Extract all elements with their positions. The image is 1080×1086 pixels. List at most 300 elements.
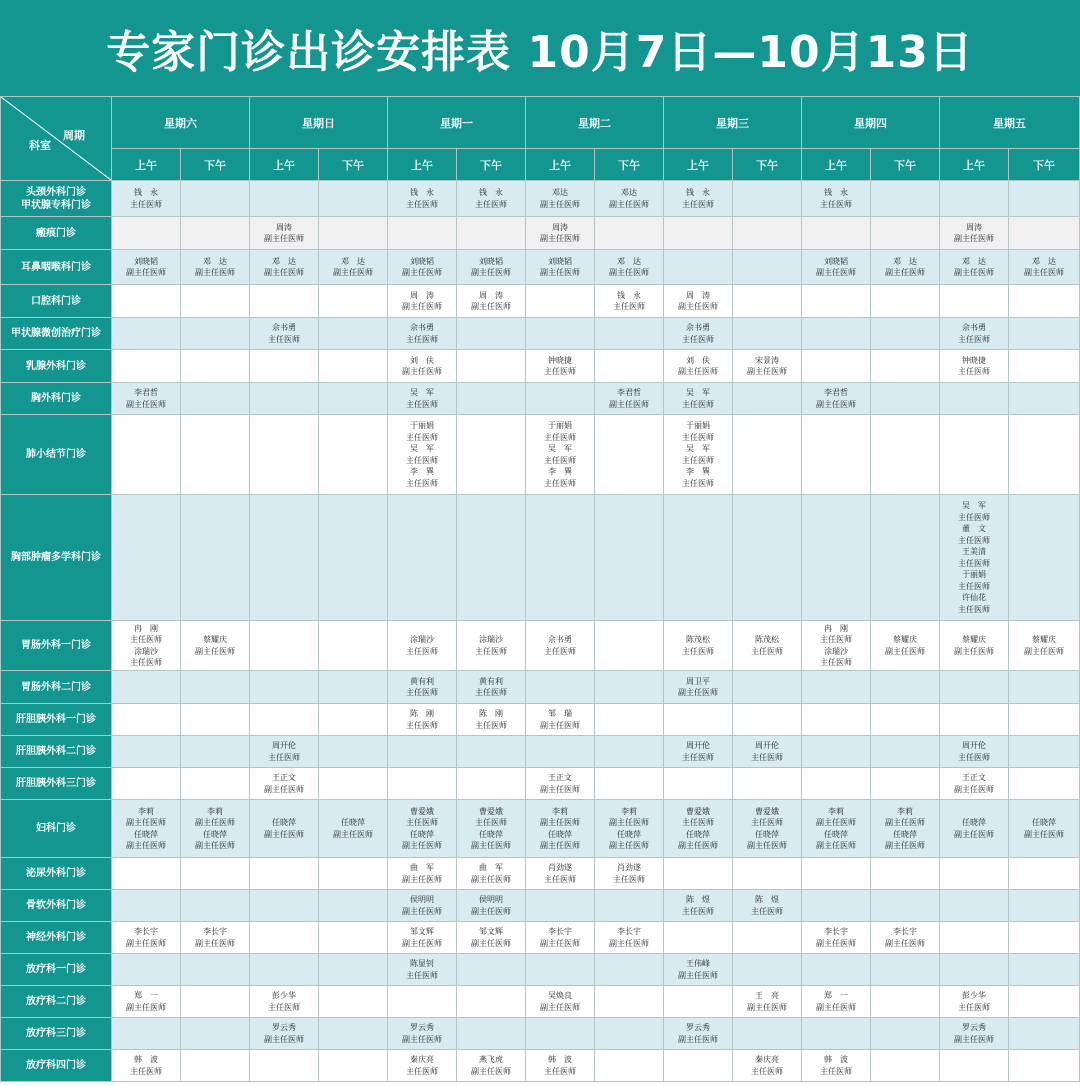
doctor-name: 冉 刚 [134,623,158,633]
doctor-name: 任晓萍 [134,829,158,839]
doctor-title: 副主任医师 [678,970,718,980]
doctor-name: 吴 军 [548,444,572,453]
schedule-cell [388,671,457,704]
doctor-name: 曹爱娥 [479,806,503,816]
doctor-name: 钟晓捷 [962,355,986,365]
doctor-name: 吴 军 [686,444,710,453]
schedule-cell [871,671,940,704]
doctor-name: 于丽娟 [410,421,434,430]
schedule-cell [457,922,526,954]
doctor-title: 副主任医师 [402,874,442,884]
schedule-cell [802,350,871,383]
schedule-cell [319,986,388,1018]
schedule-cell [664,415,733,495]
schedule-cell [526,704,595,736]
schedule-cell [526,858,595,890]
doctor-title: 副主任医师 [195,646,235,656]
doctor-name: 任晓萍 [617,829,641,839]
doctor-title: 副主任医师 [678,302,718,311]
schedule-cell [388,890,457,922]
doctor-name: 钱 永 [410,188,434,197]
doctor-title: 副主任医师 [402,906,442,916]
doctor-title: 副主任医师 [333,829,373,839]
half-header-am: 上午 [664,149,733,181]
schedule-cell [664,383,733,415]
schedule-cell [595,890,664,922]
doctor-name: 王正文 [272,773,296,782]
schedule-cell [802,181,871,217]
dept-name: 放疗科三门诊 [26,1028,86,1039]
schedule-cell [319,250,388,285]
schedule-cell [733,350,802,383]
schedule-cell [940,671,1009,704]
dept-name: 肝胆胰外科二门诊 [16,746,96,757]
schedule-cell [871,800,940,858]
schedule-cell [250,415,319,495]
doctor-name: 佘书勇 [272,323,296,332]
schedule-cell [388,383,457,415]
doctor-name: 涂瑞沙 [134,646,158,656]
schedule-cell [250,285,319,318]
day-header: 星期日 [250,97,388,149]
schedule-cell [1009,250,1080,285]
doctor-title: 副主任医师 [471,874,511,884]
half-header-pm: 下午 [595,149,664,181]
dept-cell [1,415,112,495]
doctor-title: 副主任医师 [678,841,718,850]
table-row [1,954,1080,986]
schedule-cell [733,954,802,986]
schedule-cell [181,285,250,318]
schedule-cell [388,350,457,383]
schedule-cell [319,1050,388,1082]
doctor-title: 副主任医师 [1024,646,1064,656]
schedule-cell [871,350,940,383]
schedule-cell [871,415,940,495]
schedule-cell [802,986,871,1018]
dept-name: 胸部肿瘤多学科门诊 [11,552,101,563]
dept-name: 妇科门诊 [36,823,76,834]
doctor-name: 佘书勇 [686,323,710,332]
schedule-cell [871,285,940,318]
doctor-title: 主任医师 [544,874,576,884]
schedule-cell [319,858,388,890]
doctor-name: 陈 刚 [410,709,434,718]
doctor-title: 副主任医师 [885,938,925,948]
schedule-cell [388,285,457,318]
table-row [1,736,1080,768]
doctor-name: 韩 波 [824,1055,848,1064]
schedule-cell [871,954,940,986]
doctor-title: 副主任医师 [126,818,166,827]
doctor-name: 周涛 [966,222,982,232]
doctor-title: 主任医师 [475,818,507,827]
doctor-name: 李长宇 [893,927,917,936]
schedule-cell [802,217,871,250]
table-row [1,922,1080,954]
schedule-cell [250,671,319,704]
schedule-cell [526,800,595,858]
schedule-cell [940,415,1009,495]
doctor-title: 副主任医师 [126,399,166,409]
schedule-cell [526,890,595,922]
doctor-title: 副主任医师 [609,268,649,277]
schedule-cell [940,285,1009,318]
table-row [1,800,1080,858]
doctor-name: 钱 永 [479,188,503,197]
schedule-cell [1009,890,1080,922]
table-row [1,858,1080,890]
doctor-title: 副主任医师 [195,268,235,277]
schedule-cell [457,671,526,704]
schedule-cell [940,1018,1009,1050]
half-header-pm: 下午 [181,149,250,181]
doctor-name: 曹爱娥 [755,806,779,816]
schedule-cell [250,736,319,768]
doctor-name: 肖劲遂 [617,863,641,872]
schedule-cell [526,736,595,768]
schedule-cell [526,1050,595,1082]
schedule-cell [526,383,595,415]
table-row [1,181,1080,217]
schedule-cell [319,285,388,318]
half-header-pm: 下午 [1009,149,1080,181]
schedule-cell [802,1018,871,1050]
table-row [1,415,1080,495]
dept-label: 科室 [29,139,51,152]
doctor-title: 副主任医师 [402,1034,442,1044]
schedule-cell [250,704,319,736]
doctor-name: 侯明明 [479,895,503,904]
schedule-cell [595,350,664,383]
doctor-name: 刘晓韬 [824,256,848,266]
doctor-name: 邓 达 [617,256,641,266]
table-row [1,768,1080,800]
schedule-cell [388,986,457,1018]
doctor-title: 主任医师 [958,604,990,614]
doctor-title: 副主任医师 [540,1002,580,1012]
schedule-cell [595,704,664,736]
dept-name: 甲状腺微创治疗门诊 [11,328,101,339]
schedule-cell [250,922,319,954]
schedule-cell [250,495,319,621]
schedule-cell [388,217,457,250]
doctor-name: 曲 军 [479,863,503,872]
schedule-cell [802,922,871,954]
schedule-cell [1009,383,1080,415]
schedule-cell [388,1050,457,1082]
schedule-cell [871,1018,940,1050]
doctor-name: 李长宇 [548,927,572,936]
schedule-cell [181,318,250,350]
doctor-title: 副主任医师 [1024,268,1064,277]
schedule-cell [940,954,1009,986]
doctor-name: 李莉 [138,806,154,816]
doctor-title: 副主任医师 [954,784,994,794]
schedule-cell [388,768,457,800]
schedule-cell [733,736,802,768]
doctor-title: 主任医师 [820,199,852,209]
doctor-name: 周涛 [552,222,568,232]
dept-cell [1,495,112,621]
schedule-cell [181,217,250,250]
doctor-title: 副主任医师 [402,268,442,277]
doctor-name: 秦庆亮 [755,1055,779,1064]
schedule-cell [526,285,595,318]
day-header: 星期六 [112,97,250,149]
schedule-cell [388,858,457,890]
schedule-cell [181,621,250,671]
doctor-title: 副主任医师 [126,938,166,948]
doctor-title: 主任医师 [682,399,714,409]
schedule-cell [112,890,181,922]
doctor-name: 彭少华 [272,991,296,1000]
schedule-cell [733,250,802,285]
doctor-title: 副主任医师 [816,818,856,827]
doctor-name: 李君哲 [134,388,158,397]
doctor-title: 主任医师 [406,646,438,656]
schedule-cell [733,1018,802,1050]
schedule-cell [181,495,250,621]
dept-name: 乳腺外科门诊 [26,360,86,372]
schedule-cell [181,922,250,954]
schedule-cell [871,250,940,285]
schedule-cell [388,621,457,671]
schedule-cell [1009,986,1080,1018]
dept-cell [1,800,112,858]
doctor-title: 主任医师 [682,646,714,656]
schedule-cell [733,858,802,890]
schedule-cell [112,986,181,1018]
doctor-name: 周卫平 [686,676,710,686]
schedule-cell [181,250,250,285]
doctor-title: 主任医师 [475,720,507,730]
schedule-cell [871,383,940,415]
schedule-cell [181,350,250,383]
doctor-title: 主任医师 [406,970,438,980]
schedule-cell [664,285,733,318]
schedule-cell [250,621,319,671]
schedule-cell [802,858,871,890]
doctor-title: 主任医师 [544,478,576,488]
schedule-cell [250,350,319,383]
doctor-title: 主任医师 [475,688,507,697]
dept-cell [1,1018,112,1050]
schedule-cell [733,986,802,1018]
doctor-title: 副主任医师 [954,1034,994,1044]
schedule-cell [871,858,940,890]
dept-cell [1,1050,112,1082]
schedule-cell [181,858,250,890]
table-row [1,621,1080,671]
schedule-cell [664,800,733,858]
doctor-name: 周开伦 [272,741,296,750]
schedule-cell [526,318,595,350]
doctor-name: 钱 永 [686,188,710,197]
schedule-cell [664,350,733,383]
doctor-title: 副主任医师 [402,938,442,948]
doctor-name: 刘晓韬 [134,256,158,266]
schedule-cell [664,671,733,704]
doctor-name: 周 涛 [686,290,710,300]
schedule-cell [1009,181,1080,217]
doctor-name: 刘 伕 [686,355,710,365]
doctor-title: 主任医师 [406,478,438,488]
dept-cell [1,250,112,285]
doctor-title: 副主任医师 [126,268,166,277]
dept-cell [1,671,112,704]
schedule-cell [664,181,733,217]
doctor-name: 邓 达 [1032,256,1056,266]
schedule-cell [526,250,595,285]
schedule-cell [664,890,733,922]
schedule-cell [526,986,595,1018]
schedule-cell [457,1050,526,1082]
doctor-title: 主任医师 [682,752,714,762]
schedule-cell [1009,800,1080,858]
schedule-cell [112,621,181,671]
doctor-title: 主任医师 [475,199,507,209]
doctor-title: 副主任医师 [954,829,994,839]
schedule-cell [457,736,526,768]
doctor-title: 主任医师 [544,432,576,442]
doctor-name: 陈茂松 [686,635,710,644]
doctor-title: 副主任医师 [264,268,304,277]
doctor-title: 主任医师 [268,752,300,762]
schedule-cell [319,1018,388,1050]
dept-cell [1,285,112,318]
schedule-cell [1009,285,1080,318]
half-header-am: 上午 [940,149,1009,181]
schedule-cell [1009,350,1080,383]
schedule-cell [457,858,526,890]
doctor-name: 李莉 [552,806,568,816]
doctor-title: 副主任医师 [471,1066,511,1076]
doctor-title: 副主任医师 [609,199,649,209]
schedule-cell [940,181,1009,217]
dept-name: 胃肠外科一门诊 [21,640,91,651]
doctor-title: 副主任医师 [609,818,649,827]
schedule-cell [940,383,1009,415]
schedule-cell [319,768,388,800]
doctor-name: 韩 波 [548,1055,572,1064]
schedule-cell [250,1018,319,1050]
doctor-title: 副主任医师 [885,818,925,827]
page-title: 专家门诊出诊安排表 10月7日—10月13日 [0,0,1080,98]
schedule-cell [733,1050,802,1082]
doctor-name: 李莉 [621,806,637,816]
schedule-cell [457,890,526,922]
doctor-title: 副主任医师 [747,367,787,376]
schedule-cell [871,181,940,217]
doctor-title: 副主任医师 [471,906,511,916]
schedule-cell [388,800,457,858]
doctor-title: 副主任医师 [195,938,235,948]
doctor-name: 邓 达 [962,256,986,266]
schedule-cell [595,922,664,954]
schedule-cell [457,704,526,736]
doctor-name: 周 涛 [410,290,434,300]
dept-name: 肝胆胰外科三门诊 [16,778,96,789]
doctor-title: 副主任医师 [609,841,649,850]
schedule-cell [802,800,871,858]
doctor-name: 吴 军 [686,388,710,397]
doctor-title: 副主任医师 [264,234,304,243]
half-header-am: 上午 [388,149,457,181]
schedule-cell [250,890,319,922]
schedule-cell [595,736,664,768]
day-header: 星期二 [526,97,664,149]
schedule-cell [664,1050,733,1082]
doctor-title: 副主任医师 [402,302,442,311]
doctor-title: 副主任医师 [885,646,925,656]
dept-name: 骨软外科门诊 [26,900,86,911]
table-row [1,495,1080,621]
doctor-title: 主任医师 [406,720,438,730]
schedule-cell [181,181,250,217]
schedule-cell [181,671,250,704]
doctor-title: 副主任医师 [540,938,580,948]
doctor-title: 副主任医师 [333,268,373,277]
schedule-cell [181,768,250,800]
doctor-title: 副主任医师 [540,720,580,730]
day-header: 星期四 [802,97,940,149]
schedule-cell [940,768,1009,800]
doctor-name: 冉 刚 [824,623,848,633]
doctor-title: 主任医师 [475,646,507,656]
schedule-cell [871,736,940,768]
doctor-title: 副主任医师 [195,841,235,850]
schedule-cell [871,1050,940,1082]
dept-name: 肝胆胰外科一门诊 [16,714,96,725]
schedule-cell [733,800,802,858]
schedule-cell [526,922,595,954]
doctor-name: 刘晓韬 [410,256,434,266]
doctor-name: 李君哲 [824,388,848,397]
dept-cell [1,181,112,217]
schedule-cell [388,318,457,350]
doctor-title: 副主任医师 [747,1002,787,1012]
schedule-cell [526,954,595,986]
doctor-name: 于丽娟 [686,421,710,430]
doctor-name: 涂瑞沙 [410,635,434,644]
doctor-name: 王伟峰 [686,959,710,968]
dept-name: 耳鼻咽喉科门诊 [21,261,91,273]
schedule-cell [112,318,181,350]
schedule-cell [250,181,319,217]
schedule-cell [664,736,733,768]
doctor-name: 任晓萍 [755,829,779,839]
dept-name: 泌尿外科门诊 [26,868,86,879]
doctor-name: 蔡耀庆 [1032,635,1056,644]
doctor-name: 周开伦 [755,741,779,750]
schedule-cell [940,736,1009,768]
schedule-cell [871,217,940,250]
doctor-title: 主任医师 [406,455,438,465]
schedule-cell [526,181,595,217]
schedule-cell [457,495,526,621]
doctor-title: 主任医师 [682,334,714,344]
schedule-cell [733,495,802,621]
doctor-name: 吴 军 [962,501,986,510]
schedule-cell [733,181,802,217]
doctor-title: 副主任医师 [540,784,580,794]
doctor-name: 蔡耀庆 [893,635,917,644]
doctor-title: 副主任医师 [540,268,580,277]
doctor-name: 周开伦 [686,741,710,750]
schedule-cell [112,383,181,415]
doctor-title: 主任医师 [406,688,438,697]
